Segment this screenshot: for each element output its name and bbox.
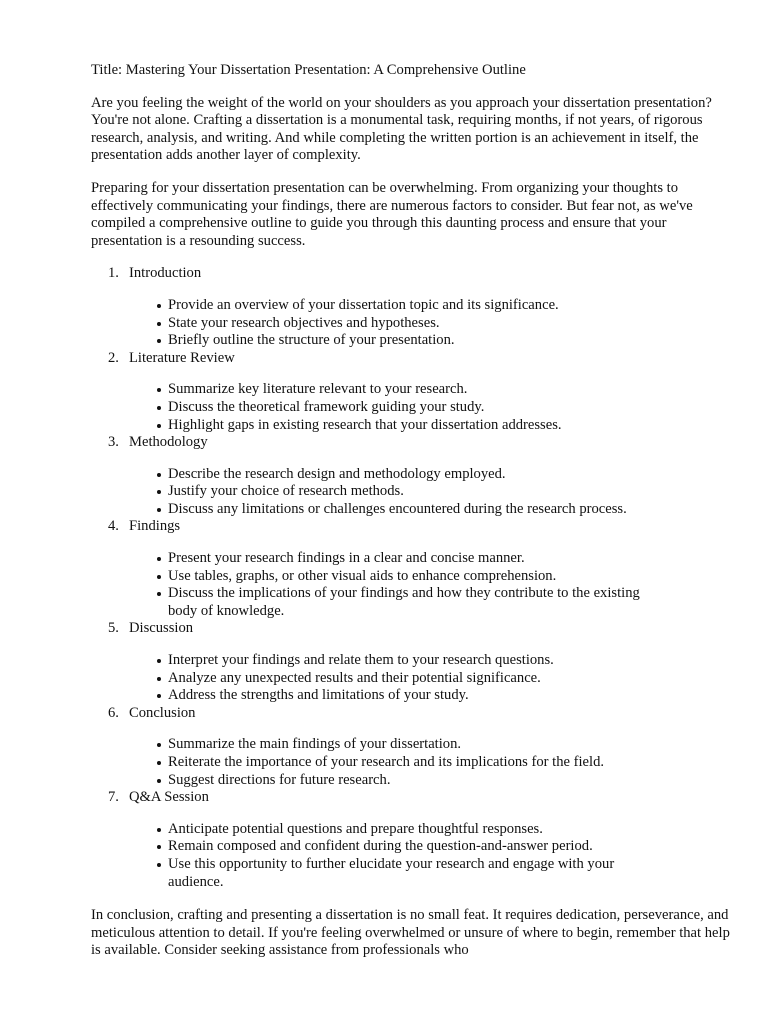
bullet-icon (157, 694, 161, 698)
section-heading: Discussion (129, 620, 194, 637)
section-points (129, 466, 741, 519)
bullet-point: Discuss the implications of your findings and how they contribute to the existing body of knowledge. (168, 585, 741, 620)
section-number: 2. (108, 349, 119, 366)
bullet-point: Briefly outline the structure of your presentation. (168, 332, 741, 350)
outline-list (91, 265, 741, 891)
bullet-point: Anticipate potential questions and prepare thoughtful responses. (168, 821, 741, 839)
section-heading: Literature Review (129, 349, 235, 366)
bullet-point: Summarize key literature relevant to your research. (168, 381, 741, 399)
section-heading: Q&A Session (129, 789, 209, 806)
bullet-icon (157, 557, 161, 561)
bullet-icon (157, 322, 161, 326)
section-number: 4. (108, 518, 119, 535)
bullet-icon (157, 388, 161, 392)
bullet-icon (157, 304, 161, 308)
outline-section-conclusion (91, 705, 741, 789)
bullet-point: Analyze any unexpected results and their potential significance. (168, 670, 741, 688)
section-points (129, 736, 741, 789)
intro-paragraph-1: Are you feeling the weight of the world on your shoulders as you approach your dissertation presentation? You're not alone. Crafting a dissertation is a monumental task, requiring months, if not years, of rigorous research, analysis, and writing. And while completing the written portion is an achievement in itself, the presentation adds another layer of complexity. (91, 94, 712, 164)
outline-section-literature-review (91, 350, 741, 434)
bullet-icon (157, 592, 161, 596)
section-points (129, 381, 741, 434)
bullet-point: Provide an overview of your dissertation topic and its significance. (168, 297, 741, 315)
bullet-point: Discuss any limitations or challenges encountered during the research process. (168, 501, 741, 519)
section-heading: Introduction (129, 265, 202, 282)
bullet-point: Use tables, graphs, or other visual aids to enhance comprehension. (168, 568, 741, 586)
outline-section-discussion (91, 620, 741, 704)
section-number: 6. (108, 704, 119, 721)
bullet-icon (157, 845, 161, 849)
section-heading: Conclusion (129, 704, 196, 721)
bullet-icon (157, 406, 161, 410)
bullet-icon (157, 761, 161, 765)
section-number: 5. (108, 620, 119, 637)
bullet-icon (157, 424, 161, 428)
section-points (129, 821, 741, 891)
bullet-icon (157, 828, 161, 832)
section-points (129, 652, 741, 705)
section-points (129, 297, 741, 350)
intro-paragraph-2: Preparing for your dissertation presentation can be overwhelming. From organizing your thoughts to effectively communicating your findings, there are numerous factors to consider. But fear not, as we've compiled a comprehensive outline to guide you through this daunting process and ensure that your presentation is a resounding success. (91, 179, 693, 249)
bullet-point: Reiterate the importance of your research and its implications for the field. (168, 754, 741, 772)
outline-section-introduction (91, 265, 741, 349)
document-page (91, 62, 741, 975)
bullet-icon (157, 575, 161, 579)
bullet-icon (157, 473, 161, 477)
bullet-point: Highlight gaps in existing research that your dissertation addresses. (168, 417, 741, 435)
bullet-icon (157, 490, 161, 494)
section-number: 3. (108, 434, 119, 451)
outline-section-findings (91, 518, 741, 620)
section-number: 1. (108, 265, 119, 282)
bullet-point: Justify your choice of research methods. (168, 483, 741, 501)
section-number: 7. (108, 789, 119, 806)
bullet-point: Suggest directions for future research. (168, 772, 741, 790)
bullet-icon (157, 863, 161, 867)
document-title: Title: Mastering Your Dissertation Presentation: A Comprehensive Outline (91, 62, 526, 78)
section-points (129, 550, 741, 620)
bullet-icon (157, 677, 161, 681)
outline-section-methodology (91, 434, 741, 518)
bullet-point: Describe the research design and methodology employed. (168, 466, 741, 484)
bullet-icon (157, 743, 161, 747)
bullet-point: Discuss the theoretical framework guiding your study. (168, 399, 741, 417)
bullet-icon (157, 659, 161, 663)
outline-section-qa-session (91, 789, 741, 891)
bullet-point: Address the strengths and limitations of your study. (168, 687, 741, 705)
bullet-icon (157, 508, 161, 512)
bullet-icon (157, 779, 161, 783)
bullet-point: Remain composed and confident during the question-and-answer period. (168, 838, 741, 856)
closing-paragraph: In conclusion, crafting and presenting a dissertation is no small feat. It requires dedication, perseverance, and meticulous attention to detail. If you're feeling overwhelmed or unsure of where to begin, remember that help is available. Consider seeking assistance from professionals who (91, 907, 730, 959)
bullet-point: Summarize the main findings of your dissertation. (168, 736, 741, 754)
bullet-point: Present your research findings in a clear and concise manner. (168, 550, 741, 568)
section-heading: Methodology (129, 434, 208, 451)
bullet-point: Use this opportunity to further elucidate your research and engage with your audience. (168, 856, 741, 891)
bullet-icon (157, 339, 161, 343)
bullet-point: Interpret your findings and relate them to your research questions. (168, 652, 741, 670)
section-heading: Findings (129, 518, 181, 535)
bullet-point: State your research objectives and hypotheses. (168, 315, 741, 333)
